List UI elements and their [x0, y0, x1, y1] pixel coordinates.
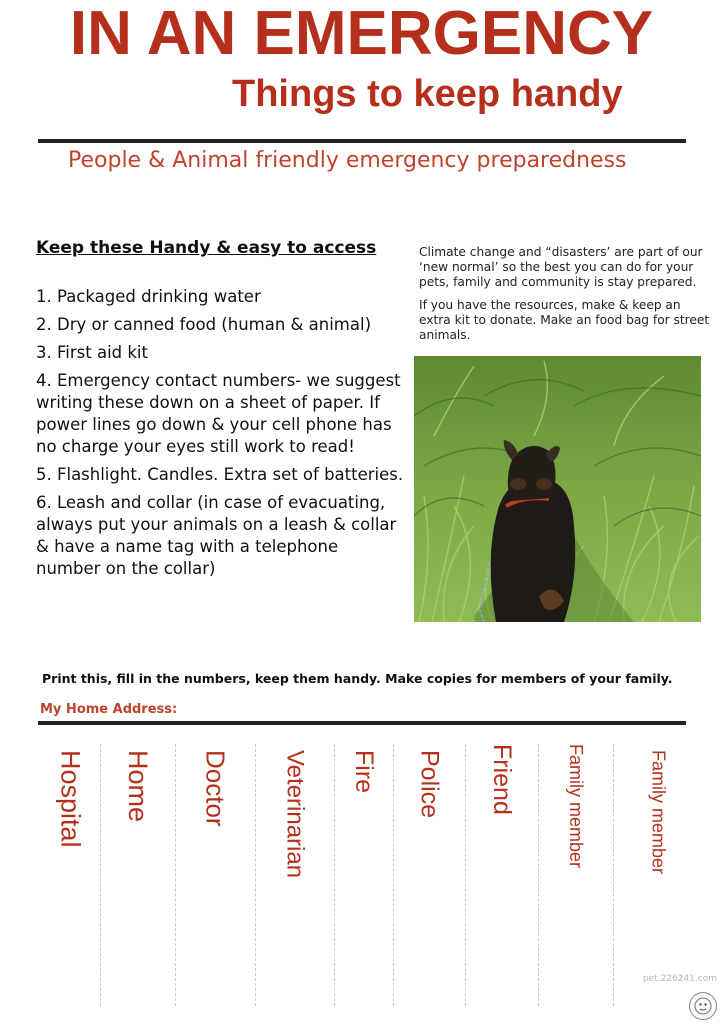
- contact-label: Fire: [350, 750, 378, 794]
- contact-column-fire[interactable]: [334, 744, 393, 1004]
- contact-label: Veterinarian: [281, 750, 309, 879]
- list-item: 5. Flashlight. Candles. Extra set of batteries.: [36, 465, 404, 484]
- sidebar-paragraph: Climate change and “disasters’ are part of our ‘new normal’ so the best you can do for your pets, family and community is stay prepared.: [419, 245, 703, 289]
- checklist: [36, 286, 406, 586]
- dog-in-grass-photo: [414, 356, 701, 622]
- contact-label: Family member: [566, 744, 586, 869]
- page-title: IN AN EMERGENCY: [69, 0, 654, 68]
- contact-label: Police: [415, 750, 444, 819]
- home-address-label: My Home Address:: [40, 702, 178, 717]
- page-subtitle: Things to keep handy: [232, 73, 623, 115]
- watermark-text: pet.226241.com: [642, 974, 717, 984]
- contact-column-veterinarian[interactable]: [255, 744, 334, 1004]
- list-item: 2. Dry or canned food (human & animal): [36, 315, 372, 334]
- list-item: 6. Leash and collar (in case of evacuating, always put your animals on a leash & collar & have a name tag with a telephone number on the collar): [36, 493, 397, 578]
- print-note: Print this, fill in the numbers, keep them handy. Make copies for members of your family.: [42, 671, 673, 686]
- watermark-logo-icon: [689, 992, 717, 1020]
- contact-column-family-member-1[interactable]: [538, 744, 613, 1004]
- contact-label: Friend: [488, 744, 516, 815]
- list-item: 3. First aid kit: [36, 343, 148, 362]
- header-rule: [38, 139, 686, 143]
- checklist-heading: Keep these Handy & easy to access: [36, 238, 377, 258]
- photo-illustration: [414, 356, 701, 622]
- sidebar-text: [419, 245, 715, 351]
- contact-label: Home: [123, 750, 153, 823]
- contact-column-doctor[interactable]: [175, 744, 255, 1004]
- contact-label: Hospital: [55, 750, 86, 848]
- contact-column-family-member-2[interactable]: [613, 744, 703, 1004]
- sidebar-paragraph: If you have the resources, make & keep an extra kit to donate. Make an food bag for street animals.: [419, 298, 710, 342]
- logo-glyph: [690, 993, 716, 1019]
- contact-label: Doctor: [200, 750, 231, 827]
- tagline: People & Animal friendly emergency preparedness: [68, 148, 627, 173]
- list-item: 1. Packaged drinking water: [36, 287, 261, 306]
- contact-label: Family member: [648, 750, 669, 875]
- list-item: 4. Emergency contact numbers- we suggest writing these down on a sheet of paper. If power lines go down & your cell phone has no charge your eyes still work to read!: [36, 371, 401, 456]
- contact-column-hospital[interactable]: [40, 744, 100, 1004]
- contact-column-home[interactable]: [100, 744, 175, 1004]
- contact-column-police[interactable]: [393, 744, 465, 1004]
- address-rule: [38, 721, 686, 725]
- contact-column-friend[interactable]: [465, 744, 538, 1004]
